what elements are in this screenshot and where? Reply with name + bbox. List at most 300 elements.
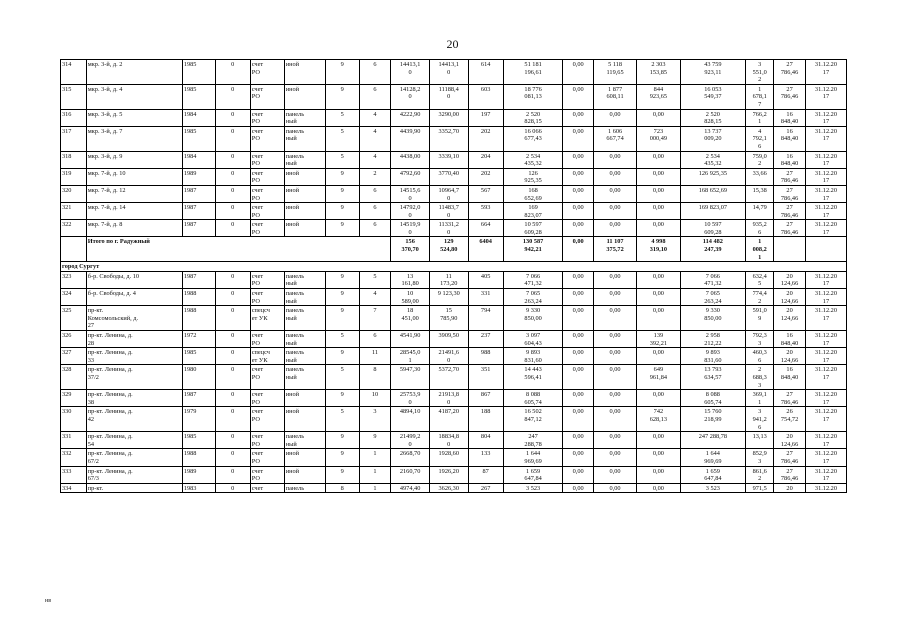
table-cell: 13,13 bbox=[746, 432, 774, 449]
table-cell: 1984 bbox=[182, 151, 215, 168]
table-cell: 1 606 667,74 bbox=[593, 126, 636, 151]
table-cell: 4 bbox=[359, 109, 391, 126]
table-cell: 792,3 3 bbox=[746, 331, 774, 348]
page-number: 20 bbox=[446, 37, 459, 51]
table-cell: 15,38 bbox=[746, 185, 774, 202]
table-cell: 4 998 319,10 bbox=[637, 237, 680, 262]
table-cell: 2 688,3 3 bbox=[746, 365, 774, 390]
table-cell: иной bbox=[284, 220, 325, 237]
table-cell: 31.12.20 17 bbox=[805, 271, 846, 288]
table-cell: 0,00 bbox=[563, 151, 593, 168]
table-cell: 18 776 081,13 bbox=[503, 84, 563, 109]
table-cell: 1 644 969,69 bbox=[680, 449, 746, 466]
table-cell: панель ный bbox=[284, 348, 325, 365]
table-cell: 2160,70 bbox=[391, 466, 430, 483]
table-cell: счет РО bbox=[250, 271, 284, 288]
section-label: город Сургут bbox=[61, 262, 847, 272]
table-cell: 5 118 119,65 bbox=[593, 60, 636, 85]
table-cell: 27 786,46 bbox=[774, 466, 806, 483]
table-cell: 169 823,07 bbox=[503, 203, 563, 220]
table-cell: 0,00 bbox=[593, 271, 636, 288]
table-cell: 0,00 bbox=[593, 466, 636, 483]
table-cell: 759,0 2 bbox=[746, 151, 774, 168]
table-cell: 16 848,40 bbox=[774, 331, 806, 348]
table-cell: 14413,1 0 bbox=[429, 60, 468, 85]
table-cell: 0,00 bbox=[563, 109, 593, 126]
table-cell: 197 bbox=[468, 109, 503, 126]
table-cell: 0,00 bbox=[593, 151, 636, 168]
table-cell: 1984 bbox=[182, 109, 215, 126]
table-cell: 5 bbox=[325, 151, 359, 168]
table-cell: 0,00 bbox=[563, 168, 593, 185]
table-row bbox=[61, 289, 847, 306]
table-cell: иной bbox=[284, 203, 325, 220]
table-cell: 723 000,49 bbox=[637, 126, 680, 151]
table-cell: мкр. 3-й, д. 4 bbox=[86, 84, 182, 109]
table-cell: 16 066 677,43 bbox=[503, 126, 563, 151]
table-cell: 13 737 009,20 bbox=[680, 126, 746, 151]
table-row bbox=[61, 109, 847, 126]
table-cell: 10964,7 0 bbox=[429, 185, 468, 202]
table-cell: 169 823,07 bbox=[680, 203, 746, 220]
table-cell: 0,00 bbox=[593, 168, 636, 185]
table-cell: 9 bbox=[325, 84, 359, 109]
table-row bbox=[61, 449, 847, 466]
table-cell: счет РО bbox=[250, 390, 284, 407]
table-row bbox=[61, 483, 847, 493]
table-cell: 168 652,69 bbox=[503, 185, 563, 202]
table-cell: б-р. Свободы, д. 4 bbox=[86, 289, 182, 306]
table-cell: 14,79 bbox=[746, 203, 774, 220]
table-cell: 5 bbox=[325, 407, 359, 432]
table-cell: иной bbox=[284, 407, 325, 432]
table-cell: 971,5 bbox=[746, 483, 774, 493]
table-cell: 320 bbox=[61, 185, 87, 202]
table-cell: 247 288,78 bbox=[680, 432, 746, 449]
table-cell: 6404 bbox=[468, 237, 503, 262]
total-label: Итого по г. Радужный bbox=[86, 237, 391, 262]
table-cell: 331 bbox=[61, 432, 87, 449]
table-cell: 0,00 bbox=[563, 126, 593, 151]
table-cell: 591,0 9 bbox=[746, 306, 774, 331]
section-row bbox=[61, 262, 847, 272]
table-cell: мкр. 7-й, д. 8 bbox=[86, 220, 182, 237]
table-cell: 852,9 3 bbox=[746, 449, 774, 466]
table-cell: 1989 bbox=[182, 466, 215, 483]
table-cell: 27 786,46 bbox=[774, 390, 806, 407]
table-cell: 9 893 831,60 bbox=[680, 348, 746, 365]
table-cell: 9 bbox=[325, 168, 359, 185]
table-cell: иной bbox=[284, 84, 325, 109]
table-cell: панель ный bbox=[284, 331, 325, 348]
table-cell: 15 760 218,99 bbox=[680, 407, 746, 432]
table-cell: 31.12.20 17 bbox=[805, 203, 846, 220]
table-cell: 33,66 bbox=[746, 168, 774, 185]
table-cell: 0 bbox=[215, 60, 250, 85]
table-cell: иной bbox=[284, 168, 325, 185]
table-cell: 369,1 1 bbox=[746, 390, 774, 407]
table-cell: 31.12.20 17 bbox=[805, 390, 846, 407]
table-cell: 15 785,90 bbox=[429, 306, 468, 331]
table-cell: 1988 bbox=[182, 306, 215, 331]
table-cell: 4974,40 bbox=[391, 483, 430, 493]
table-cell: 3626,30 bbox=[429, 483, 468, 493]
table-cell: 0 bbox=[215, 407, 250, 432]
table-cell: 237 bbox=[468, 331, 503, 348]
table-cell: 130 587 942,21 bbox=[503, 237, 563, 262]
table-cell: 2 534 435,32 bbox=[503, 151, 563, 168]
table-cell: 11 bbox=[359, 348, 391, 365]
table-cell: 3770,40 bbox=[429, 168, 468, 185]
table-cell: спецсч ет УК bbox=[250, 306, 284, 331]
table-cell: 0,00 bbox=[563, 407, 593, 432]
table-cell: 0 bbox=[215, 348, 250, 365]
table-cell: 2 520 828,15 bbox=[503, 109, 563, 126]
table-cell: иной bbox=[284, 390, 325, 407]
table-cell: 9 893 831,60 bbox=[503, 348, 563, 365]
table-cell: 0,00 bbox=[563, 483, 593, 493]
table-cell: счет РО bbox=[250, 60, 284, 85]
table-cell: пр-кт. Ленина, д. 28 bbox=[86, 331, 182, 348]
table-cell: 31.12.20 17 bbox=[805, 407, 846, 432]
table-cell: 9 bbox=[325, 449, 359, 466]
table-cell: 0,00 bbox=[563, 432, 593, 449]
table-cell: 0,00 bbox=[637, 306, 680, 331]
table-cell: 2 bbox=[359, 168, 391, 185]
table-cell: мкр. 7-й, д. 12 bbox=[86, 185, 182, 202]
table-row bbox=[61, 407, 847, 432]
table-row bbox=[61, 390, 847, 407]
table-cell: 4222,90 bbox=[391, 109, 430, 126]
table-cell: 3909,50 bbox=[429, 331, 468, 348]
table-cell: счет РО bbox=[250, 109, 284, 126]
table-cell: мкр. 3-й, д. 9 bbox=[86, 151, 182, 168]
table-cell: пр-кт. Комсомольский, д. 27 bbox=[86, 306, 182, 331]
table-cell: 1987 bbox=[182, 271, 215, 288]
table-cell: 6 bbox=[359, 60, 391, 85]
table-cell: пр-кт. bbox=[86, 483, 182, 493]
table-cell: 5 bbox=[325, 109, 359, 126]
table-cell: 13 161,80 bbox=[391, 271, 430, 288]
table-cell: 664 bbox=[468, 220, 503, 237]
table-cell: 26 754,72 bbox=[774, 407, 806, 432]
table-cell: 1 008,2 1 bbox=[746, 237, 774, 262]
table-cell: 9 bbox=[359, 432, 391, 449]
table-cell: 0,00 bbox=[563, 220, 593, 237]
table-cell: 1 bbox=[359, 449, 391, 466]
table-cell: панель ный bbox=[284, 289, 325, 306]
table-cell: 0,00 bbox=[563, 237, 593, 262]
table-cell: 31.12.20 17 bbox=[805, 185, 846, 202]
table-cell: 405 bbox=[468, 271, 503, 288]
table-row bbox=[61, 185, 847, 202]
table-cell: 7 bbox=[359, 306, 391, 331]
table-cell: 1 644 969,69 bbox=[503, 449, 563, 466]
table-cell: 31.12.20 17 bbox=[805, 348, 846, 365]
table-cell: 4 bbox=[359, 289, 391, 306]
table-cell: 202 bbox=[468, 126, 503, 151]
table-cell: 0,00 bbox=[593, 348, 636, 365]
table-cell: 204 bbox=[468, 151, 503, 168]
table-cell: 2 958 212,22 bbox=[680, 331, 746, 348]
table-cell: 31.12.20 17 bbox=[805, 306, 846, 331]
table-cell: 632,4 5 bbox=[746, 271, 774, 288]
table-cell: 27 786,46 bbox=[774, 449, 806, 466]
table-cell: 16 502 847,12 bbox=[503, 407, 563, 432]
table-cell: счет РО bbox=[250, 466, 284, 483]
table-cell: 31.12.20 17 bbox=[805, 84, 846, 109]
table-cell: 0,00 bbox=[563, 390, 593, 407]
table-cell: 0 bbox=[215, 185, 250, 202]
table-cell: 11 173,20 bbox=[429, 271, 468, 288]
table-cell: 1926,20 bbox=[429, 466, 468, 483]
table-cell: 0,00 bbox=[637, 432, 680, 449]
table-cell: 31.12.20 17 bbox=[805, 449, 846, 466]
table-cell: 0,00 bbox=[637, 220, 680, 237]
table-cell: пр-кт. Ленина, д. 38 bbox=[86, 390, 182, 407]
table-cell: 766,2 1 bbox=[746, 109, 774, 126]
table-cell: 0 bbox=[215, 84, 250, 109]
table-cell: 27 786,46 bbox=[774, 185, 806, 202]
table-cell: 0,00 bbox=[593, 483, 636, 493]
table-cell: 1979 bbox=[182, 407, 215, 432]
table-cell: 5947,30 bbox=[391, 365, 430, 390]
table-cell: 1989 bbox=[182, 168, 215, 185]
table-cell: панель ный bbox=[284, 306, 325, 331]
table-cell: 202 bbox=[468, 168, 503, 185]
table-cell: 3 097 604,43 bbox=[503, 331, 563, 348]
table-cell: 1985 bbox=[182, 432, 215, 449]
table-cell: 5372,70 bbox=[429, 365, 468, 390]
table-cell: 314 bbox=[61, 60, 87, 85]
table-cell: 0 bbox=[215, 126, 250, 151]
table-cell: 11 107 375,72 bbox=[593, 237, 636, 262]
table-cell: панель ный bbox=[284, 126, 325, 151]
table-cell: счет РО bbox=[250, 220, 284, 237]
table-cell: счет РО bbox=[250, 185, 284, 202]
table-row bbox=[61, 168, 847, 185]
table-row bbox=[61, 348, 847, 365]
table-cell: счет РО bbox=[250, 84, 284, 109]
table-cell: 332 bbox=[61, 449, 87, 466]
table-cell: 0,00 bbox=[593, 306, 636, 331]
table-cell: счет РО bbox=[250, 203, 284, 220]
table-row bbox=[61, 432, 847, 449]
table-cell: 9 bbox=[325, 271, 359, 288]
table-cell: панель ный bbox=[284, 365, 325, 390]
table-row bbox=[61, 331, 847, 348]
table-cell: 1985 bbox=[182, 126, 215, 151]
table-cell: 317 bbox=[61, 126, 87, 151]
table-cell: 1988 bbox=[182, 289, 215, 306]
table-cell: 16 053 549,37 bbox=[680, 84, 746, 109]
table-cell: б-р. Свободы, д. 10 bbox=[86, 271, 182, 288]
table-cell: 1983 bbox=[182, 483, 215, 493]
table-cell: 323 bbox=[61, 271, 87, 288]
table-cell: счет РО bbox=[250, 365, 284, 390]
table-cell: мкр. 3-й, д. 2 bbox=[86, 60, 182, 85]
table-cell: 0,00 bbox=[563, 185, 593, 202]
table-cell: 16 848,40 bbox=[774, 109, 806, 126]
table-cell: 129 524,80 bbox=[429, 237, 468, 262]
table-cell: 0 bbox=[215, 203, 250, 220]
table-cell: 0,00 bbox=[563, 289, 593, 306]
table-cell: 8 088 605,74 bbox=[503, 390, 563, 407]
table-cell: 20 124,66 bbox=[774, 271, 806, 288]
table-cell: счет РО bbox=[250, 407, 284, 432]
table-cell: 11483,7 0 bbox=[429, 203, 468, 220]
table-cell: 13 793 634,57 bbox=[680, 365, 746, 390]
table-cell: 20 124,66 bbox=[774, 432, 806, 449]
table-cell: 603 bbox=[468, 84, 503, 109]
table-cell: 988 bbox=[468, 348, 503, 365]
table-cell: 0,00 bbox=[593, 432, 636, 449]
table-cell: 0 bbox=[215, 390, 250, 407]
table-cell: 4541,90 bbox=[391, 331, 430, 348]
table-cell: 318 bbox=[61, 151, 87, 168]
table-cell: 0,00 bbox=[637, 483, 680, 493]
table-cell: 4 bbox=[359, 126, 391, 151]
table-cell: пр-кт. Ленина, д. 54 bbox=[86, 432, 182, 449]
table-cell: 0,00 bbox=[593, 109, 636, 126]
table-cell: 0,00 bbox=[593, 365, 636, 390]
table-cell: 28545,0 1 bbox=[391, 348, 430, 365]
table-cell: 10 bbox=[359, 390, 391, 407]
table-cell: иной bbox=[284, 60, 325, 85]
table-cell: 9 bbox=[325, 60, 359, 85]
table-cell: 7 066 471,32 bbox=[680, 271, 746, 288]
table-row bbox=[61, 271, 847, 288]
table-cell: 31.12.20 17 bbox=[805, 365, 846, 390]
table-cell: пр-кт. Ленина, д. 33 bbox=[86, 348, 182, 365]
table-cell: 0 bbox=[215, 432, 250, 449]
table-cell: 844 923,65 bbox=[637, 84, 680, 109]
table-cell: 0,00 bbox=[563, 203, 593, 220]
table-cell: 16 848,40 bbox=[774, 151, 806, 168]
table-cell: 31.12.20 17 bbox=[805, 168, 846, 185]
table-cell: 31.12.20 17 bbox=[805, 466, 846, 483]
table-cell: 1987 bbox=[182, 390, 215, 407]
table-cell: панель ный bbox=[284, 151, 325, 168]
table-cell: 3 941,2 6 bbox=[746, 407, 774, 432]
table-cell: 0,00 bbox=[593, 185, 636, 202]
table-row bbox=[61, 151, 847, 168]
table-cell: 6 bbox=[359, 185, 391, 202]
table-cell: 742 628,13 bbox=[637, 407, 680, 432]
table-cell: счет РО bbox=[250, 168, 284, 185]
table-cell: 20 124,66 bbox=[774, 306, 806, 331]
table-cell: 0,00 bbox=[637, 109, 680, 126]
table-cell: 20 124,66 bbox=[774, 289, 806, 306]
table-cell: 794 bbox=[468, 306, 503, 331]
table-cell: пр-кт. Ленина, д. 67/3 bbox=[86, 466, 182, 483]
table-cell: 2 303 153,85 bbox=[637, 60, 680, 85]
table-cell: 0,00 bbox=[563, 365, 593, 390]
table-row bbox=[61, 306, 847, 331]
table-cell: 1980 bbox=[182, 365, 215, 390]
table-cell: 14413,1 0 bbox=[391, 60, 430, 85]
table-cell: 333 bbox=[61, 466, 87, 483]
table-row bbox=[61, 203, 847, 220]
table-row bbox=[61, 220, 847, 237]
table-cell: 614 bbox=[468, 60, 503, 85]
table-cell: 31.12.20 17 bbox=[805, 289, 846, 306]
table-cell: 9 bbox=[325, 185, 359, 202]
table-cell: 1972 bbox=[182, 331, 215, 348]
table-row bbox=[61, 466, 847, 483]
table-cell: 10 597 609,28 bbox=[503, 220, 563, 237]
table-cell: 18834,8 0 bbox=[429, 432, 468, 449]
table-cell: 14519,9 0 bbox=[391, 220, 430, 237]
table-cell: 315 bbox=[61, 84, 87, 109]
table-cell: спецсч ет УК bbox=[250, 348, 284, 365]
table-cell: 25753,9 0 bbox=[391, 390, 430, 407]
table-cell: 319 bbox=[61, 168, 87, 185]
total-row bbox=[61, 237, 847, 262]
table-cell: 9 bbox=[325, 466, 359, 483]
table-cell: мкр. 7-й, д. 14 bbox=[86, 203, 182, 220]
table-cell: 324 bbox=[61, 289, 87, 306]
table-cell: 9 bbox=[325, 348, 359, 365]
table-cell: 2668,70 bbox=[391, 449, 430, 466]
table-cell: 0,00 bbox=[563, 331, 593, 348]
table-cell: 330 bbox=[61, 407, 87, 432]
table-cell: 0,00 bbox=[593, 220, 636, 237]
table-cell: 4894,10 bbox=[391, 407, 430, 432]
table-cell: 0,00 bbox=[593, 331, 636, 348]
register-table bbox=[60, 59, 847, 493]
table-cell: 0 bbox=[215, 289, 250, 306]
table-cell: 9 bbox=[325, 289, 359, 306]
table-cell: 334 bbox=[61, 483, 87, 493]
table-cell: 9 bbox=[325, 306, 359, 331]
table-cell: 31.12.20 17 bbox=[805, 126, 846, 151]
table-cell: иной bbox=[284, 466, 325, 483]
table-cell: 9 330 850,00 bbox=[680, 306, 746, 331]
table-cell: 9 bbox=[325, 220, 359, 237]
table-cell: иной bbox=[284, 449, 325, 466]
table-cell: пр-кт. Ленина, д. 37/2 bbox=[86, 365, 182, 390]
table-cell: 126 925,35 bbox=[680, 168, 746, 185]
table-cell: 87 bbox=[468, 466, 503, 483]
table-cell: 0 bbox=[215, 466, 250, 483]
table-cell: 0 bbox=[215, 151, 250, 168]
table-cell: 31.12.20 17 bbox=[805, 60, 846, 85]
table-cell: 0 bbox=[215, 306, 250, 331]
table-cell: 31.12.20 17 bbox=[805, 432, 846, 449]
table-cell: 1987 bbox=[182, 203, 215, 220]
table-cell: 2 534 435,32 bbox=[680, 151, 746, 168]
table-cell: 3339,10 bbox=[429, 151, 468, 168]
table-cell: 0,00 bbox=[637, 348, 680, 365]
table-cell: 0 bbox=[215, 109, 250, 126]
table-cell: 31.12.20 17 bbox=[805, 109, 846, 126]
table-cell: 1985 bbox=[182, 84, 215, 109]
table-cell: 51 181 196,61 bbox=[503, 60, 563, 85]
table-cell: мкр. 3-й, д. 5 bbox=[86, 109, 182, 126]
table-cell: 3 523 bbox=[680, 483, 746, 493]
table-cell: 329 bbox=[61, 390, 87, 407]
table-cell: 4439,90 bbox=[391, 126, 430, 151]
table-cell: 31.12.20 17 bbox=[805, 151, 846, 168]
table-cell: панель ный bbox=[284, 109, 325, 126]
table-cell: 14 443 596,41 bbox=[503, 365, 563, 390]
table-cell: 126 925,35 bbox=[503, 168, 563, 185]
table-cell: 326 bbox=[61, 331, 87, 348]
table-cell: 20 124,66 bbox=[774, 348, 806, 365]
table-cell: пр-кт. Ленина, д. 42 bbox=[86, 407, 182, 432]
table-cell: счет РО bbox=[250, 331, 284, 348]
